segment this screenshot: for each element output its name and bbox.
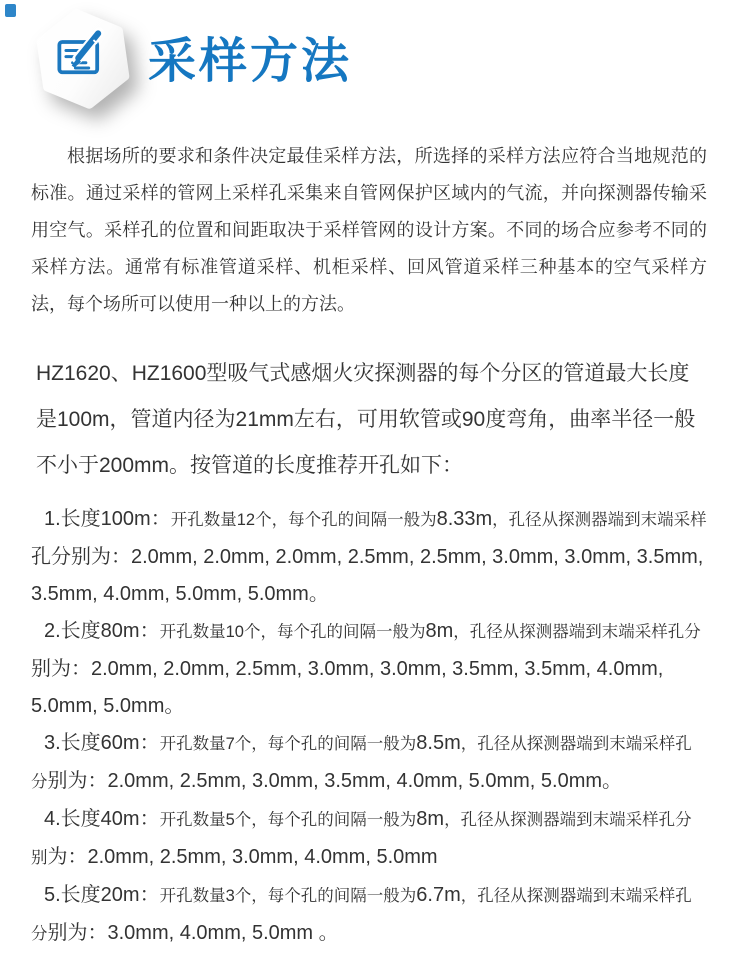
run-text: 8.33m — [436, 508, 493, 530]
run-text: ，孔径从探测器端到末端采样 — [492, 511, 707, 529]
run-text: 2.长度80m： — [44, 620, 160, 642]
list-item — [31, 501, 707, 613]
list-item — [31, 877, 707, 953]
run-text: 开孔数量12个，每个孔的间隔一般为 — [170, 511, 437, 529]
content — [0, 138, 734, 953]
run-text: 1.长度100m： — [44, 508, 171, 530]
run-text: ，孔径从探测器端到末端采样孔分 — [31, 735, 692, 791]
list-item — [31, 725, 707, 801]
run-text: 6.7m — [416, 884, 461, 906]
run-text: 开孔数量10个，每个孔的间隔一般为 — [159, 623, 426, 641]
run-text: 8m — [425, 620, 454, 642]
run-text: 开孔数量3个，每个孔的间隔一般为 — [159, 887, 417, 905]
run-text: 5.长度20m： — [44, 884, 160, 906]
corner-accent — [5, 4, 16, 17]
list-item — [31, 801, 707, 877]
run-text: 3.长度60m： — [44, 732, 160, 754]
run-text: 开孔数量7个，每个孔的间隔一般为 — [159, 735, 417, 753]
list-item — [31, 613, 707, 725]
run-text: 8m — [416, 808, 445, 830]
run-text: 为：2.0mm, 2.5mm, 3.0mm, 4.0mm, 5.0mm — [47, 846, 438, 868]
run-text: 孔分别为：2.0mm, 2.0mm, 2.0mm, 2.5mm, 2.5mm, 3.0mm, 3.0mm, 3.5mm, 3.5mm, 4.0mm, 5.0mm, 5.0mm。 — [31, 546, 704, 605]
spec-paragraph: HZ1620、HZ1600型吸气式感烟火灾探测器的每个分区的管道最大长度是100m，管道内径为21mm左右，可用软管或90度弯角，曲率半径一般不小于200mm。按管道的长度推荐开孔如下： — [36, 362, 696, 477]
run-text: 4.长度40m： — [44, 808, 160, 830]
header — [0, 0, 734, 112]
run-text: 别为：3.0mm, 4.0mm, 5.0mm 。 — [47, 922, 339, 944]
note-pen-icon — [30, 7, 136, 111]
run-text: 别为：2.0mm, 2.5mm, 3.0mm, 3.5mm, 4.0mm, 5.0mm, 5.0mm。 — [47, 770, 623, 792]
drill-hole-recommendation-list — [31, 501, 707, 953]
page-title: 采样方法 — [148, 34, 353, 88]
run-text: ，孔径从探测器端到末端采样孔分别 — [31, 811, 692, 867]
intro-paragraph: 根据场所的要求和条件决定最佳采样方法，所选择的采样方法应符合当地规范的标准。通过采样的管网上采样孔采集来自管网保护区域内的气流，并向探测器传输采用空气。采样孔的位置和间距取决于采样管网的设计方案。不同的场合应参考不同的采样方法。通常有标准管道采样、机柜采样、回风管道采样三种基本的空气采样方法，每个场所可以使用一种以上的方法。 — [31, 146, 707, 314]
run-text: 别为：2.0mm, 2.0mm, 2.5mm, 3.0mm, 3.0mm, 3.5mm, 3.5mm, 4.0mm, 5.0mm, 5.0mm。 — [31, 658, 664, 717]
run-text: ，孔径从探测器端到末端采样孔分 — [453, 623, 701, 641]
run-text: 开孔数量5个，每个孔的间隔一般为 — [159, 811, 417, 829]
run-text: 8.5m — [416, 732, 461, 754]
run-text: ，孔径从探测器端到末端采样孔分 — [31, 887, 692, 943]
